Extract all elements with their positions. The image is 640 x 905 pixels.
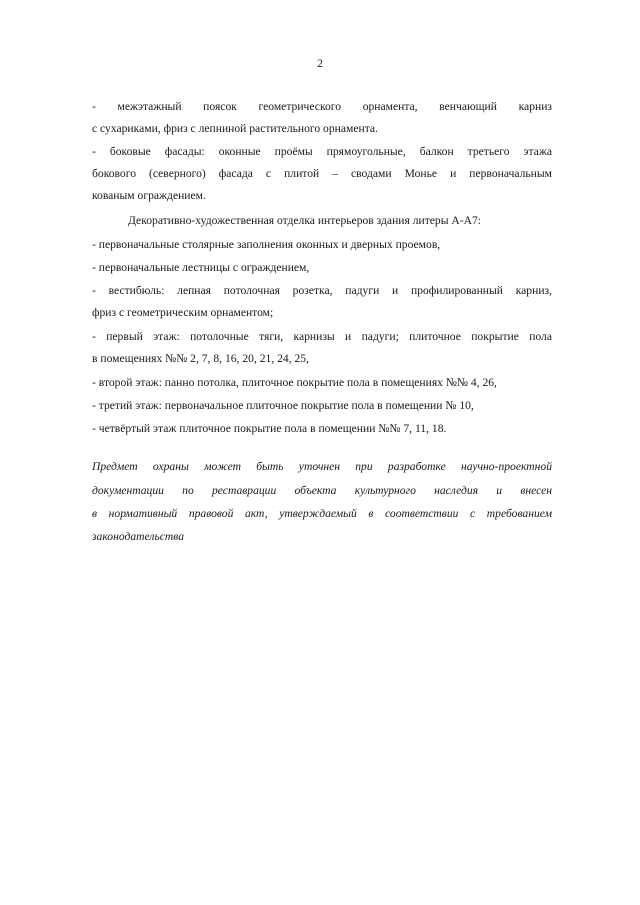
list-item-vestibule-line-1: - вестибюль: лепная потолочная розетка, падуги и профилированный карниз, (92, 284, 552, 297)
paragraph-1-line-2: с сухариками, фриз с лепниной растительного орнамента. (92, 122, 378, 135)
paragraph-1-line-1: - межэтажный поясок геометрического орнамента, венчающий карниз (92, 100, 552, 113)
paragraph-2-line-1: - боковые фасады: оконные проёмы прямоугольные, балкон третьего этажа (92, 145, 552, 158)
list-item-stairs: - первоначальные лестницы с ограждением, (92, 261, 310, 274)
list-item-first-floor-line-1: - первый этаж: потолочные тяги, карнизы и падуги; плиточное покрытие пола (92, 330, 552, 343)
list-item-vestibule-line-2: фриз с геометрическим орнаментом; (92, 306, 274, 319)
list-item-first-floor-line-2: в помещениях №№ 2, 7, 8, 16, 20, 21, 24, 25, (92, 352, 310, 365)
section-heading-interiors: Декоративно-художественная отделка интерьеров здания литеры А-А7: (128, 214, 482, 227)
note-line-3: в нормативный правовой акт, утверждаемый в соответствии с требованием (92, 507, 552, 520)
paragraph-2-line-3: кованым ограждением. (92, 189, 206, 202)
list-item-fourth-floor: - четвёртый этаж плиточное покрытие пола в помещении №№ 7, 11, 18. (92, 422, 447, 435)
paragraph-2-line-2: бокового (северного) фасада с плитой – сводами Монье и первоначальным (92, 167, 552, 180)
note-line-2: документации по реставрации объекта культурного наследия и внесен (92, 484, 552, 497)
page-number: 2 (317, 56, 323, 70)
list-item-joinery: - первоначальные столярные заполнения оконных и дверных проемов, (92, 238, 441, 251)
list-item-second-floor: - второй этаж: панно потолка, плиточное покрытие пола в помещениях №№ 4, 26, (92, 376, 497, 389)
list-item-third-floor: - третий этаж: первоначальное плиточное покрытие пола в помещении № 10, (92, 399, 474, 412)
note-line-1: Предмет охраны может быть уточнен при разработке научно-проектной (92, 460, 552, 473)
note-line-4: законодательства (92, 530, 184, 543)
